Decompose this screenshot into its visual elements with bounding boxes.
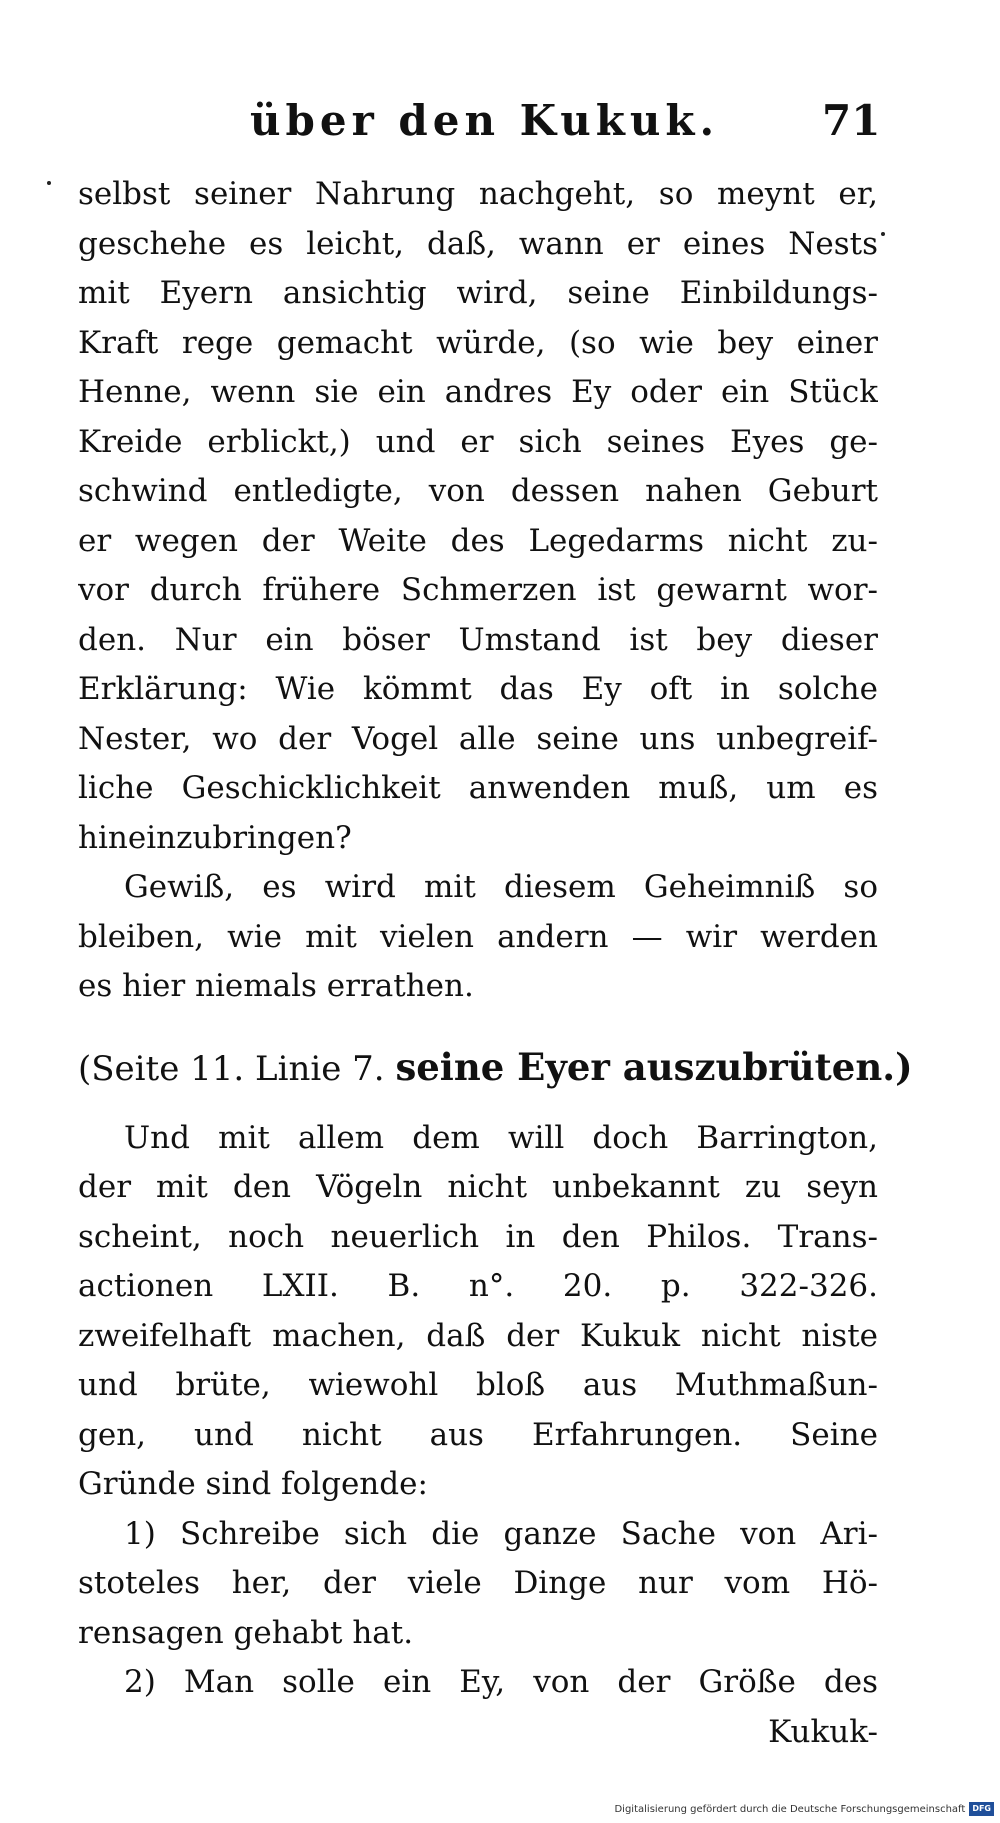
text-line: er wegen der Weite des Legedarms nicht zu-: [78, 522, 878, 559]
dfg-logo-icon: DFG: [969, 1802, 994, 1816]
section-heading-reference: (Seite 11. Linie 7.: [78, 1048, 385, 1089]
paragraph: [78, 863, 878, 1012]
text-line: geschehe es leicht, daß, wann er eines Nests: [78, 225, 878, 262]
text-line: selbst seiner Nahrung nachgeht, so meynt er,: [78, 176, 878, 212]
text-line: 2) Man solle ein Ey, von der Größe des: [124, 1664, 878, 1700]
body-text: [78, 170, 913, 1757]
text-line: Gründe sind folgende:: [78, 1466, 428, 1502]
text-line: stoteles her, der viele Dinge nur vom Hö-: [78, 1565, 878, 1601]
text-line: Und mit allem dem will doch Barrington,: [124, 1119, 878, 1156]
section-heading: [78, 1034, 913, 1100]
text-line: liche Geschicklichkeit anwenden muß, um es: [78, 770, 878, 806]
text-line: es hier niemals errathen.: [78, 968, 474, 1004]
text-line: Henne, wenn sie ein andres Ey oder ein Stück: [78, 374, 878, 410]
text-line: Kreide erblickt,) und er sich seines Eyes ge-: [78, 423, 878, 460]
text-line: zweifelhaft machen, daß der Kukuk nicht niste: [78, 1317, 878, 1354]
digitization-footer: [614, 1801, 994, 1817]
text-line: scheint, noch neuerlich in den Philos. Trans-: [78, 1218, 878, 1255]
text-line: Nester, wo der Vogel alle seine uns unbegreif-: [78, 720, 878, 757]
text-line: gen, und nicht aus Erfahrungen. Seine: [78, 1416, 878, 1453]
text-line: Gewiß, es wird mit diesem Geheimniß so: [124, 869, 878, 905]
funding-notice: Digitalisierung gefördert durch die Deutsche Forschungsgemeinschaft: [614, 1803, 966, 1815]
ink-speck: [881, 232, 885, 236]
text-line: mit Eyern ansichtig wird, seine Einbildungs-: [78, 275, 878, 311]
text-line: den. Nur ein böser Umstand ist bey dieser: [78, 621, 878, 658]
text-line: Kraft rege gemacht würde, (so wie bey einer: [78, 324, 878, 361]
text-line: hineinzubringen?: [78, 819, 352, 856]
numbered-point: [78, 1510, 878, 1659]
section-heading-emphasis: seine Eyer auszubrüten.): [395, 1044, 913, 1089]
text-line: actionen LXII. B. n°. 20. p. 322-326.: [78, 1268, 878, 1304]
page-number: 71: [822, 96, 881, 145]
text-line: Erklärung: Wie kömmt das Ey oft in solche: [78, 671, 878, 707]
text-line: der mit den Vögeln nicht unbekannt zu seyn: [78, 1169, 878, 1205]
text-line: bleiben, wie mit vielen andern — wir werden: [78, 918, 878, 955]
ink-speck: [47, 181, 51, 185]
text-line: 1) Schreibe sich die ganze Sache von Ari-: [124, 1515, 878, 1552]
text-line: vor durch frühere Schmerzen ist gewarnt wor-: [78, 572, 878, 608]
numbered-point: [78, 1658, 878, 1708]
running-head: über den Kukuk.: [250, 96, 720, 145]
page-header: [0, 96, 1000, 156]
text-line: schwind entledigte, von dessen nahen Geburt: [78, 473, 878, 509]
paragraph: [78, 1114, 878, 1510]
text-line: und brüte, wiewohl bloß aus Muthmaßun-: [78, 1367, 878, 1403]
text-line: rensagen gehabt hat.: [78, 1614, 414, 1651]
paragraph: [78, 170, 878, 863]
catchword: Kukuk-: [768, 1713, 878, 1750]
